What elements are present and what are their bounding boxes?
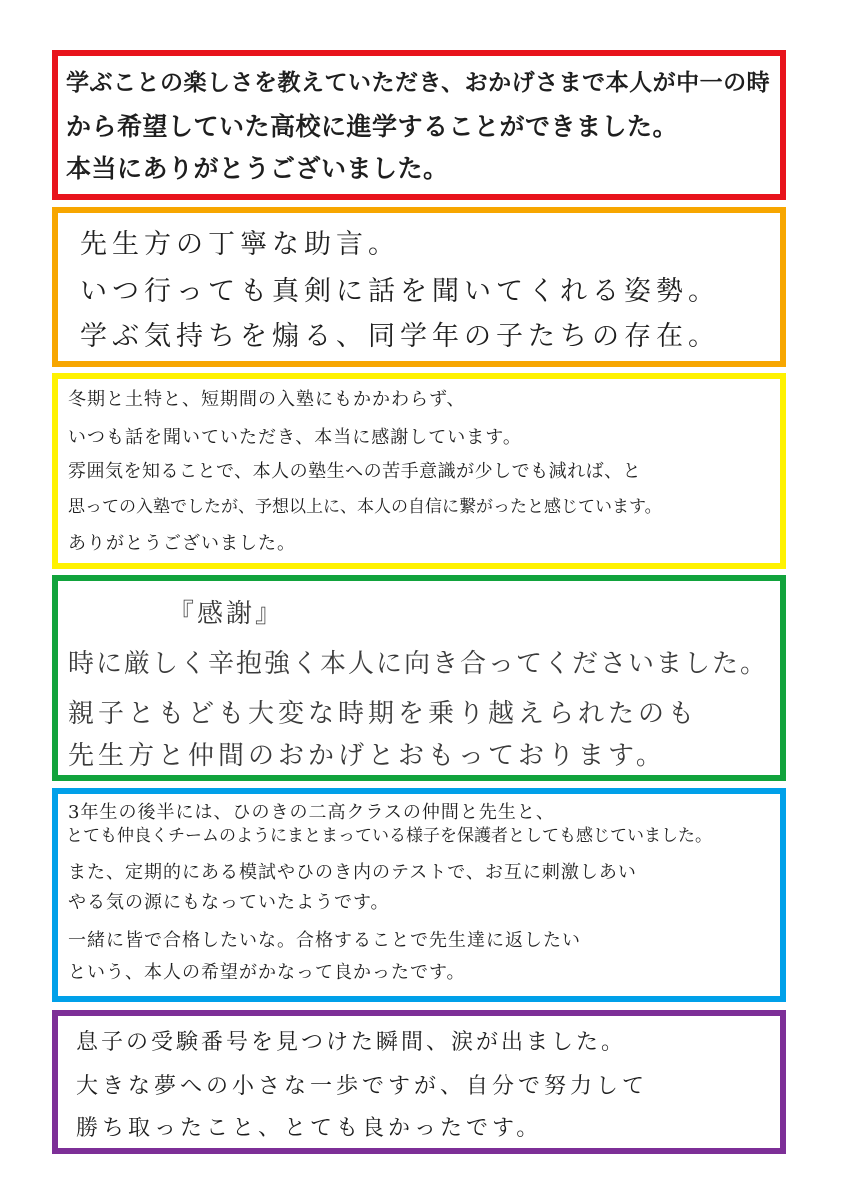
message-line: また、定期的にある模試やひのき内のテストで、お互に刺激しあい (68, 862, 637, 883)
message-line: 大きな夢への小さな一歩ですが、自分で努力して (76, 1074, 649, 1099)
message-line: 一緒に皆で合格したいな。合格することで先生達に返したい (68, 930, 581, 951)
message-line: 冬期と土特と、短期間の入塾にもかかわらず、 (68, 389, 466, 410)
message-line: 3年生の後半には、ひのきの二高クラスの仲間と先生と、 (68, 802, 555, 823)
message-line: 親子ともども大変な時期を乗り越えられたのも (68, 699, 699, 729)
message-card-red (52, 50, 786, 200)
message-line: から希望していた高校に進学することができました。 (66, 112, 679, 141)
message-card-yellow (52, 373, 786, 569)
message-card-purple (52, 1010, 786, 1154)
message-line: いつも話を聞いていただき、本当に感謝しています。 (68, 427, 522, 448)
message-line: ありがとうございました。 (68, 533, 296, 554)
message-line: という、本人の希望がかなって良かったです。 (68, 962, 466, 983)
message-card-green (52, 575, 786, 781)
message-line: いつ行っても真剣に話を聞いてくれる姿勢。 (80, 276, 720, 307)
message-line: 息子の受験番号を見つけた瞬間、涙が出ました。 (76, 1030, 627, 1055)
message-line: 勝ち取ったこと、とても良かったです。 (76, 1116, 543, 1141)
message-line: とても仲良くチームのようにまとまっている様子を保護者としても感じていました。 (66, 826, 712, 846)
message-card-orange (52, 207, 786, 367)
message-line: 学ぶ気持ちを煽る、同学年の子たちの存在。 (80, 321, 720, 352)
message-line: やる気の源にもなっていたようです。 (68, 892, 390, 913)
message-line: 雰囲気を知ることで、本人の塾生への苦手意識が少しでも減れば、と (68, 461, 642, 482)
message-line: 思っての入塾でしたが、予想以上に、本人の自信に繋がったと感じています。 (68, 497, 662, 517)
message-card-blue (52, 788, 786, 1002)
message-line: 先生方と仲間のおかげとおもっております。 (68, 741, 666, 771)
message-line: 本当にありがとうございました。 (66, 154, 449, 183)
message-line: 学ぶことの楽しさを教えていただき、おかげさまで本人が中一の時 (66, 69, 771, 96)
message-line: 時に厳しく辛抱強く本人に向き合ってくださいました。 (68, 649, 769, 679)
message-title: 『感謝』 (168, 599, 285, 629)
message-line: 先生方の丁寧な助言。 (80, 229, 400, 260)
